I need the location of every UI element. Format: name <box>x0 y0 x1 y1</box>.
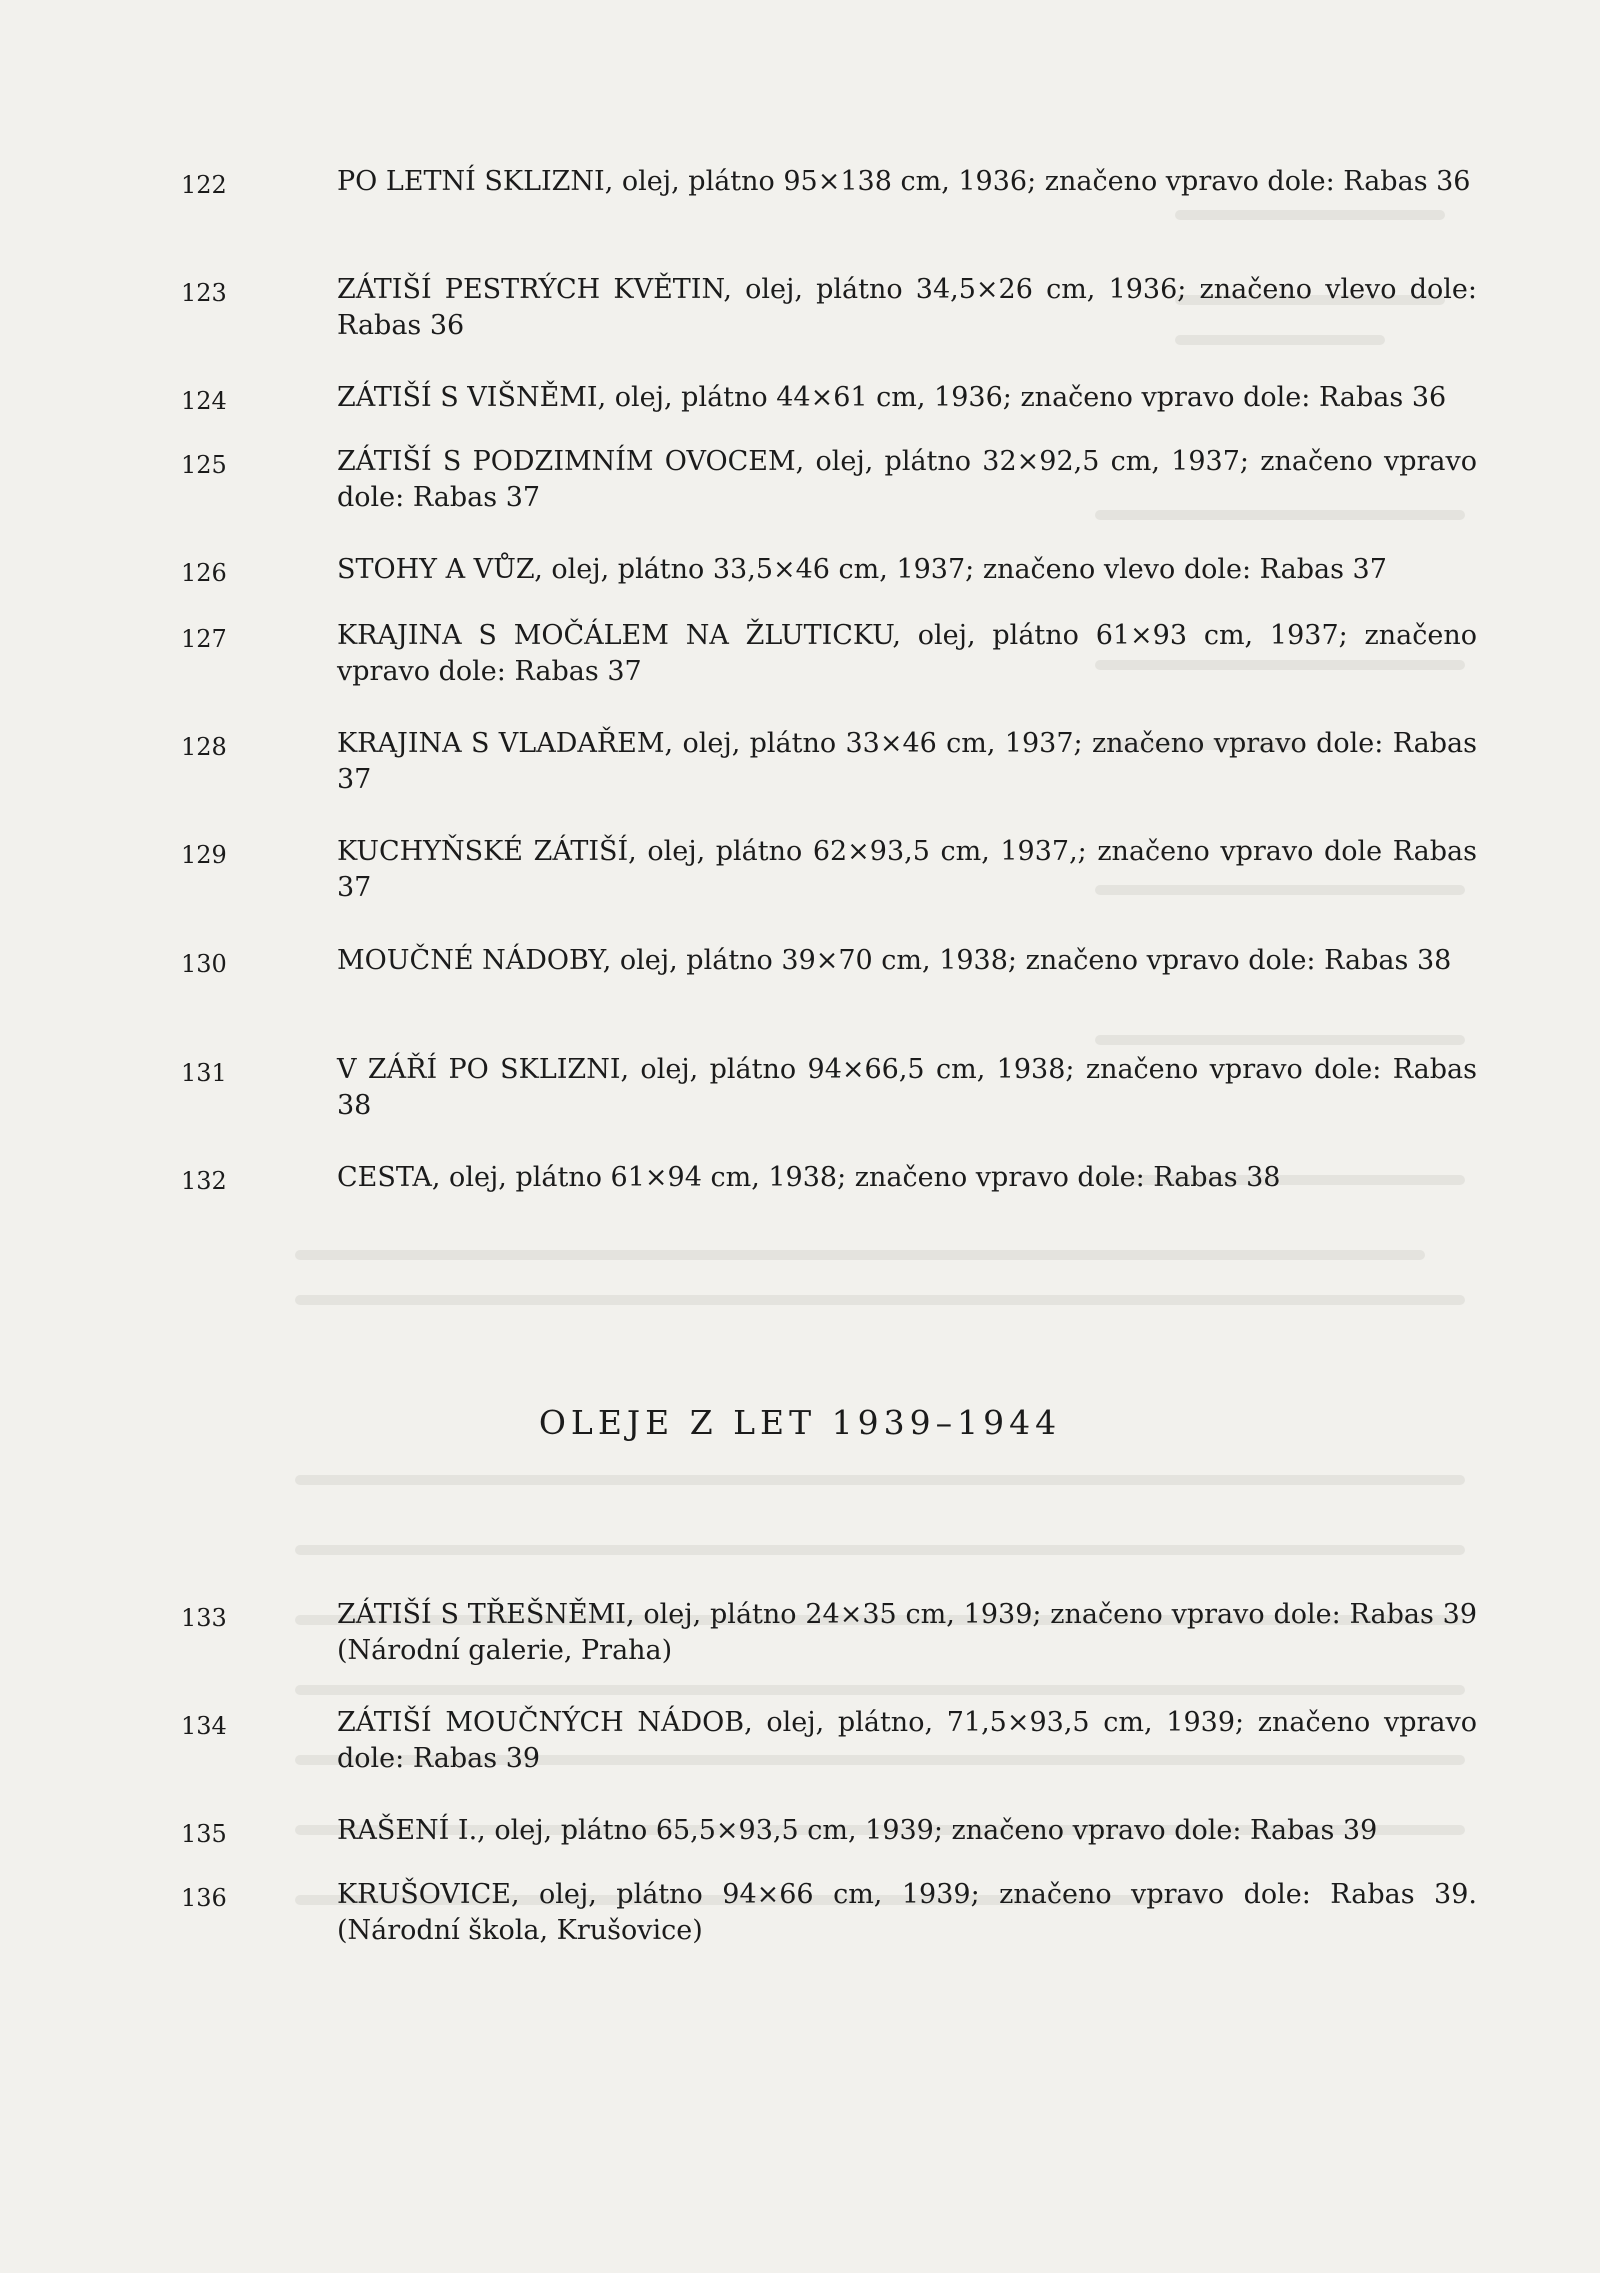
entry-text: CESTA, olej, plátno 61×94 cm, 1938; značeno vpravo dole: Rabas 38 <box>337 1162 1281 1193</box>
entry-text: KRAJINA S VLADAŘEM, olej, plátno 33×46 cm, 1937; značeno vpravo dole: Rabas 37 <box>337 728 1477 795</box>
entry-number: 125 <box>181 451 227 479</box>
entry-number: 124 <box>181 387 227 415</box>
entry-number: 126 <box>181 559 227 587</box>
entry-number: 135 <box>181 1820 227 1848</box>
entry-text: STOHY A VŮZ, olej, plátno 33,5×46 cm, 1937; značeno vlevo dole: Rabas 37 <box>337 554 1387 585</box>
entry-number: 130 <box>181 950 227 978</box>
entry-text: ZÁTIŠÍ S VIŠNĚMI, olej, plátno 44×61 cm, 1936; značeno vpravo dole: Rabas 36 <box>337 382 1447 413</box>
entry-number: 136 <box>181 1884 227 1912</box>
catalog-entry-126 <box>181 552 1476 588</box>
entry-number: 129 <box>181 841 227 869</box>
entry-number: 122 <box>181 171 227 199</box>
catalog-entry-135 <box>181 1813 1476 1849</box>
entry-text: ZÁTIŠÍ PESTRÝCH KVĚTIN, olej, plátno 34,5×26 cm, 1936; značeno vlevo dole: Rabas 36 <box>337 274 1477 341</box>
entry-text: KRAJINA S MOČÁLEM NA ŽLUTICKU, olej, plátno 61×93 cm, 1937; značeno vpravo dole: Rabas 37 <box>337 620 1477 687</box>
catalog-entry-129 <box>181 834 1477 906</box>
entry-text: ZÁTIŠÍ S TŘEŠNĚMI, olej, plátno 24×35 cm, 1939; značeno vpravo dole: Rabas 39 (Národní galerie, Praha) <box>337 1599 1477 1666</box>
entry-number: 132 <box>181 1167 227 1195</box>
entry-text: ZÁTIŠÍ MOUČNÝCH NÁDOB, olej, plátno, 71,5×93,5 cm, 1939; značeno vpravo dole: Rabas 39 <box>337 1707 1477 1774</box>
entry-text: PO LETNÍ SKLIZNI, olej, plátno 95×138 cm, 1936; značeno vpravo dole: Rabas 36 <box>337 166 1471 197</box>
catalog-entry-124 <box>181 380 1476 416</box>
catalog-entry-134 <box>181 1705 1477 1777</box>
catalog-entry-133 <box>181 1597 1477 1669</box>
entry-number: 131 <box>181 1059 227 1087</box>
catalog-entry-131 <box>181 1052 1477 1124</box>
entry-number: 134 <box>181 1712 227 1740</box>
catalog-entry-136 <box>181 1877 1477 1949</box>
entry-text: MOUČNÉ NÁDOBY, olej, plátno 39×70 cm, 1938; značeno vpravo dole: Rabas 38 <box>337 945 1452 976</box>
section-heading: OLEJE Z LET 1939–1944 <box>538 1403 1062 1442</box>
catalog-entry-125 <box>181 444 1477 516</box>
catalog-entry-130 <box>181 943 1476 979</box>
catalog-entry-132 <box>181 1160 1476 1196</box>
entry-number: 123 <box>181 279 227 307</box>
entry-text: KRUŠOVICE, olej, plátno 94×66 cm, 1939; značeno vpravo dole: Rabas 39. (Národní škola, Krušovice) <box>337 1879 1477 1946</box>
catalog-entry-128 <box>181 726 1477 798</box>
entry-text: V ZÁŘÍ PO SKLIZNI, olej, plátno 94×66,5 cm, 1938; značeno vpravo dole: Rabas 38 <box>337 1054 1477 1121</box>
entry-text: KUCHYŇSKÉ ZÁTIŠÍ, olej, plátno 62×93,5 cm, 1937,; značeno vpravo dole Rabas 37 <box>337 836 1477 903</box>
entry-text: RAŠENÍ I., olej, plátno 65,5×93,5 cm, 1939; značeno vpravo dole: Rabas 39 <box>337 1815 1378 1846</box>
catalog-entry-127 <box>181 618 1477 690</box>
entry-number: 127 <box>181 625 227 653</box>
catalog-entry-122 <box>181 164 1476 200</box>
catalog-entry-123 <box>181 272 1477 344</box>
entry-text: ZÁTIŠÍ S PODZIMNÍM OVOCEM, olej, plátno 32×92,5 cm, 1937; značeno vpravo dole: Rabas 37 <box>337 446 1477 513</box>
entry-number: 133 <box>181 1604 227 1632</box>
entry-number: 128 <box>181 733 227 761</box>
